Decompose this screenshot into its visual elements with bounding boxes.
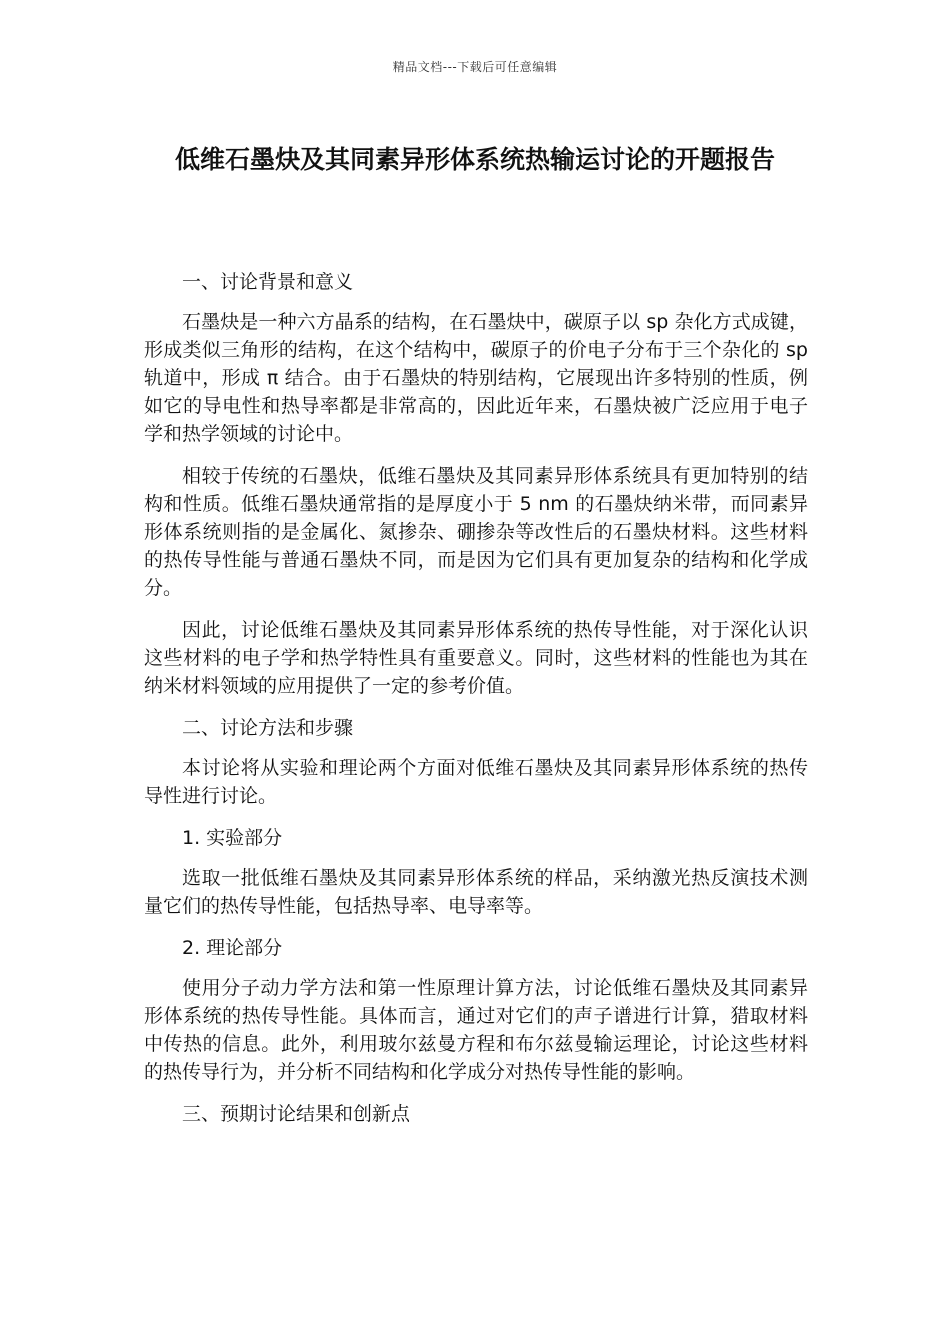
subheading-theory: 2. 理论部分	[182, 937, 283, 959]
section-heading-background: 一、讨论背景和意义	[182, 271, 354, 293]
section-heading-methods: 二、讨论方法和步骤	[182, 717, 354, 739]
subheading-experiment: 1. 实验部分	[182, 827, 283, 849]
paragraph-significance: 因此，讨论低维石墨炔及其同素异形体系统的热传导性能，对于深化认识这些材料的电子学和热学特性具有重要意义。同时，这些材料的性能也为其在纳米材料领域的应用提供了一定的参考价值。	[144, 619, 808, 697]
document-title: 低维石墨炔及其同素异形体系统热输运讨论的开题报告	[174, 145, 775, 174]
document-body	[144, 268, 808, 1140]
paragraph-low-dimensional: 相较于传统的石墨炔，低维石墨炔及其同素异形体系统具有更加特别的结构和性质。低维石墨炔通常指的是厚度小于 5 nm 的石墨炔纳米带，而同素异形体系统则指的是金属化、氮掺杂、硼掺杂等改性后的石墨炔材料。这些材料的热传导性能与普通石墨炔不同，而是因为它们具有更加复杂的结构和化学成分。	[144, 465, 808, 599]
paragraph-experiment: 选取一批低维石墨炔及其同素异形体系统的样品，采纳激光热反演技术测量它们的热传导性能，包括热导率、电导率等。	[144, 867, 808, 917]
paragraph-theory: 使用分子动力学方法和第一性原理计算方法，讨论低维石墨炔及其同素异形体系统的热传导性能。具体而言，通过对它们的声子谱进行计算，猎取材料中传热的信息。此外，利用玻尔兹曼方程和布尔兹曼输运理论，讨论这些材料的热传导行为，并分析不同结构和化学成分对热传导性能的影响。	[144, 977, 808, 1083]
paragraph-graphyne-intro: 石墨炔是一种六方晶系的结构，在石墨炔中，碳原子以 sp 杂化方式成键，形成类似三角形的结构，在这个结构中，碳原子的价电子分布于三个杂化的 sp 轨道中，形成 π 结合。由于石墨炔的特别结构，它展现出许多特别的性质，例如它的导电性和热导率都是非常高的，因此近年来，石墨炔被广泛应用于电子学和热学领域的讨论中。	[144, 311, 808, 445]
paragraph-methods-overview: 本讨论将从实验和理论两个方面对低维石墨炔及其同素异形体系统的热传导性进行讨论。	[144, 757, 808, 807]
section-heading-expected-results: 三、预期讨论结果和创新点	[182, 1103, 411, 1125]
header-note: 精品文档---下载后可任意编辑	[392, 60, 558, 74]
